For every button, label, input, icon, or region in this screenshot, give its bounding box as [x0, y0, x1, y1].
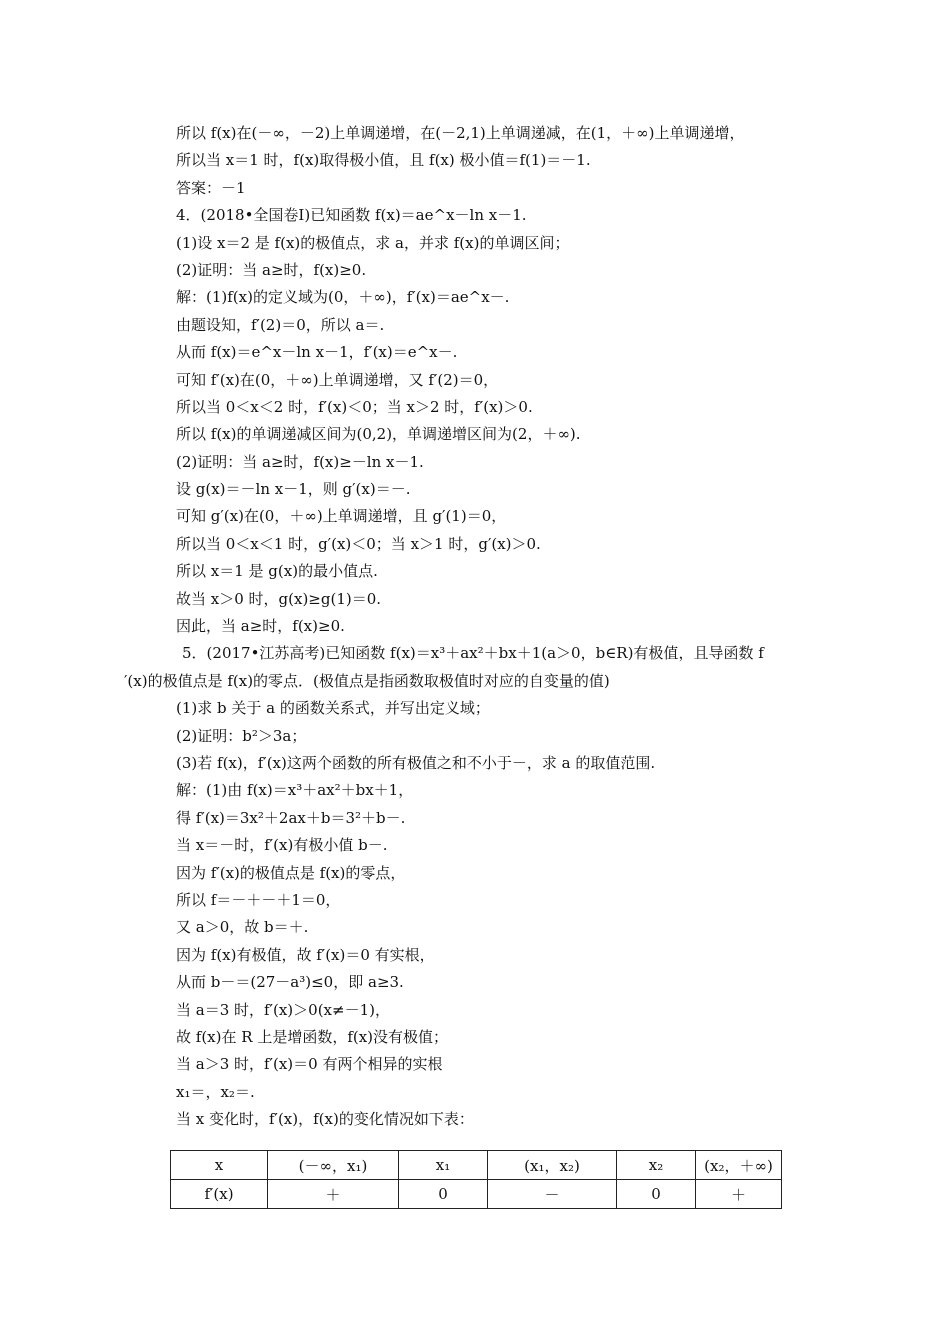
text-line: 因此，当 a≥时，f(x)≥0.	[176, 617, 345, 636]
text-line: (2)证明：b²＞3a；	[176, 726, 307, 745]
text-line: 由题设知，f′(2)＝0，所以 a＝.	[176, 315, 385, 334]
table-cell: x₂	[617, 1151, 696, 1180]
text-line: 因为 f′(x)的极值点是 f(x)的零点，	[176, 863, 406, 882]
text-line: 所以 f(x)的单调递减区间为(0,2)，单调递增区间为(2，＋∞).	[176, 425, 581, 444]
table-cell: －	[488, 1180, 617, 1209]
text-line: 答案：－1	[176, 178, 246, 197]
table-cell: f′(x)	[171, 1180, 268, 1209]
text-line: 从而 b－＝(27－a³)≤0，即 a≥3.	[176, 973, 404, 992]
text-line: (2)证明：当 a≥时，f(x)≥－ln x－1.	[176, 452, 424, 471]
text-line: 所以 f(x)在(－∞，－2)上单调递增，在(－2,1)上单调递减，在(1，＋∞)上单调递增，	[176, 124, 745, 142]
text-line: 当 a＞3 时，f′(x)＝0 有两个相异的实根	[176, 1055, 443, 1074]
text-line: (1)设 x＝2 是 f(x)的极值点，求 a，并求 f(x)的单调区间；	[176, 233, 570, 252]
table-cell: x₁	[399, 1151, 488, 1180]
text-body	[124, 120, 850, 1133]
text-line: 故当 x＞0 时，g(x)≥g(1)＝0.	[176, 589, 382, 608]
text-line: 所以当 0＜x＜2 时，f′(x)＜0；当 x＞2 时，f′(x)＞0.	[176, 397, 533, 416]
text-line: 解：(1)f(x)的定义域为(0，＋∞)，f′(x)＝ae^x－.	[176, 288, 510, 307]
table-cell: x	[171, 1151, 268, 1180]
text-line: 从而 f(x)＝e^x－ln x－1，f′(x)＝e^x－.	[176, 343, 458, 362]
text-line: 故 f(x)在 R 上是增函数，f(x)没有极值；	[176, 1027, 449, 1046]
table-cell: 0	[617, 1180, 696, 1209]
text-line: 所以 x＝1 是 g(x)的最小值点.	[176, 562, 378, 581]
text-line: ′(x)的极值点是 f(x)的零点．(极值点是指函数取极值时对应的自变量的值)	[124, 671, 610, 690]
text-line: 可知 f′(x)在(0，＋∞)上单调递增，又 f′(2)＝0，	[176, 370, 499, 389]
table-cell: ＋	[268, 1180, 399, 1209]
variation-table	[170, 1150, 782, 1209]
text-line: 解：(1)由 f(x)＝x³＋ax²＋bx＋1，	[176, 781, 414, 800]
text-line: 又 a＞0，故 b＝＋.	[176, 918, 309, 937]
table-cell: (x₂，＋∞)	[696, 1151, 782, 1180]
text-line: 所以当 x＝1 时，f(x)取得极小值，且 f(x) 极小值＝f(1)＝－1.	[176, 151, 591, 170]
text-line: 设 g(x)＝－ln x－1，则 g′(x)＝－.	[176, 480, 411, 499]
text-line: 可知 g′(x)在(0，＋∞)上单调递增，且 g′(1)＝0，	[176, 507, 507, 526]
text-line: 得 f′(x)＝3x²＋2ax＋b＝3²＋b－.	[176, 808, 406, 827]
text-line: 因为 f(x)有极值，故 f′(x)＝0 有实根，	[176, 945, 435, 964]
table-header-row	[171, 1151, 782, 1180]
table-cell: ＋	[696, 1180, 782, 1209]
table-cell: 0	[399, 1180, 488, 1209]
text-line: (2)证明：当 a≥时，f(x)≥0.	[176, 260, 367, 279]
text-line: 5．(2017•江苏高考)已知函数 f(x)＝x³＋ax²＋bx＋1(a＞0，b∈R)有极值，且导函数 f	[182, 644, 764, 663]
text-line: 当 x 变化时，f′(x)，f(x)的变化情况如下表：	[176, 1110, 474, 1129]
table-cell: (x₁，x₂)	[488, 1151, 617, 1180]
text-line: 4．(2018•全国卷Ⅰ)已知函数 f(x)＝ae^x－ln x－1.	[176, 206, 527, 225]
text-line: (3)若 f(x)，f′(x)这两个函数的所有极值之和不小于－，求 a 的取值范围.	[176, 753, 656, 772]
text-line: 当 a＝3 时，f′(x)＞0(x≠－1)，	[176, 1000, 390, 1019]
text-line: 所以当 0＜x＜1 时，g′(x)＜0；当 x＞1 时，g′(x)＞0.	[176, 534, 541, 553]
text-line: x₁＝，x₂＝.	[176, 1082, 255, 1101]
text-line: 当 x＝－时，f′(x)有极小值 b－.	[176, 836, 388, 855]
text-line: (1)求 b 关于 a 的函数关系式，并写出定义域；	[176, 699, 490, 718]
table-cell: (－∞，x₁)	[268, 1151, 399, 1180]
table-row	[171, 1180, 782, 1209]
text-line: 所以 f＝－＋－＋1＝0，	[176, 890, 341, 909]
